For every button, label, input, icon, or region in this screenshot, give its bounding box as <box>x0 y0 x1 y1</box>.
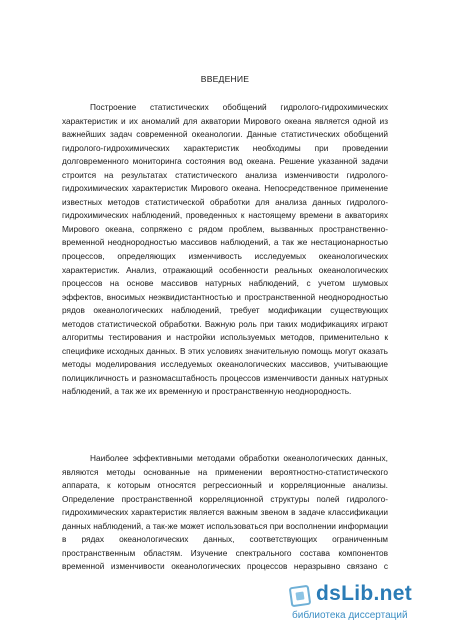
text-line: специфике исходных данных. В этих условиях значительную помощь могут оказать <box>62 345 388 356</box>
text-line: методов статистической обработки. Важную роль при таких модификациях играют <box>62 318 388 329</box>
text-line: Построение статистических обобщений гидролого-гидрохимических <box>90 102 388 112</box>
text-line: гидрохимических наблюдений, проведенных к настоящему времени в акваториях <box>62 210 388 221</box>
text-line: гидрохимических характеристик является важным звеном в задаче классификации <box>62 507 388 518</box>
text-line: аппарата, к которым относятся регрессионный и корреляционные анализы. <box>62 480 388 491</box>
watermark-subtitle: библиотека диссертаций <box>292 610 408 621</box>
text-line: временной изменчивости океанологических процессов неразрывно связано с <box>62 561 388 572</box>
text-line: методы моделирования исследуемых океанологических массивов, учитывающие <box>62 359 388 370</box>
paragraph-2 <box>62 452 388 574</box>
text-line: рядов океанологических наблюдений, требует модификации существующих <box>62 305 388 316</box>
text-line: алгоритмы тестирования и настройки используемых методов, применительно к <box>62 332 388 343</box>
text-line: характеристик. Анализ, отражающий особенности реальных океанологических <box>62 264 388 275</box>
text-line: эффектов, вносимых неэквидистантностью и пространственной неоднородностью <box>62 291 388 302</box>
text-line: строится на результатах статистического анализа изменчивости гидролого- <box>62 169 388 180</box>
text-line: Мирового океана, сопряжено с рядом проблем, вызванных пространственно- <box>62 223 388 234</box>
text-line: долговременного мониторинга состояния вод океана. Решение указанной задачи <box>62 156 388 167</box>
text-line: Определение пространственной корреляционной структуры полей гидролого- <box>62 493 388 504</box>
text-line: временной неоднородностью массивов наблюдений, а так же нестационарностью <box>62 237 388 248</box>
text-line: данных наблюдений, а так-же может использоваться при восполнении информации <box>62 520 388 531</box>
text-line: характеристик и их аномалий для акватории Мирового океана является одной из <box>62 115 388 126</box>
text-line: являются методы основанные на применении вероятностно-статистического <box>62 466 388 477</box>
text-line: пространственным областям. Изучение спектрального состава компонентов <box>62 547 388 558</box>
paragraph-1 <box>62 101 388 399</box>
watermark-name: dsLib.net <box>316 582 413 605</box>
watermark <box>290 582 440 626</box>
text-line: в рядах океанологических данных, соответствующих ограниченным <box>62 534 388 545</box>
text-line: Наиболее эффективными методами обработки океанологических данных, <box>90 453 388 463</box>
text-line: гидрохимических характеристик Мирового океана. Непосредственное применение <box>62 183 388 194</box>
text-line: известных методов статистической обработки для анализа данных гидролого- <box>62 196 388 207</box>
text-line: процессов, определяющих изменчивость исследуемых океанологических <box>62 251 388 262</box>
text-line: процессов на основе массивов натурных наблюдений, с учетом шумовых <box>62 278 388 289</box>
text-line: важнейших задач современной океанологии. Данные статистических обобщений <box>62 129 388 140</box>
text-line: наблюдений, а так же их временную и пространственную неоднородность. <box>62 386 352 397</box>
section-heading: ВВЕДЕНИЕ <box>200 74 250 84</box>
dslib-logo-icon <box>289 585 312 608</box>
text-line: полицикличность и разномасштабность процессов изменчивости данных натурных <box>62 372 388 383</box>
text-line: гидролого-гидрохимических характеристик необходимы при проведении <box>62 142 388 153</box>
